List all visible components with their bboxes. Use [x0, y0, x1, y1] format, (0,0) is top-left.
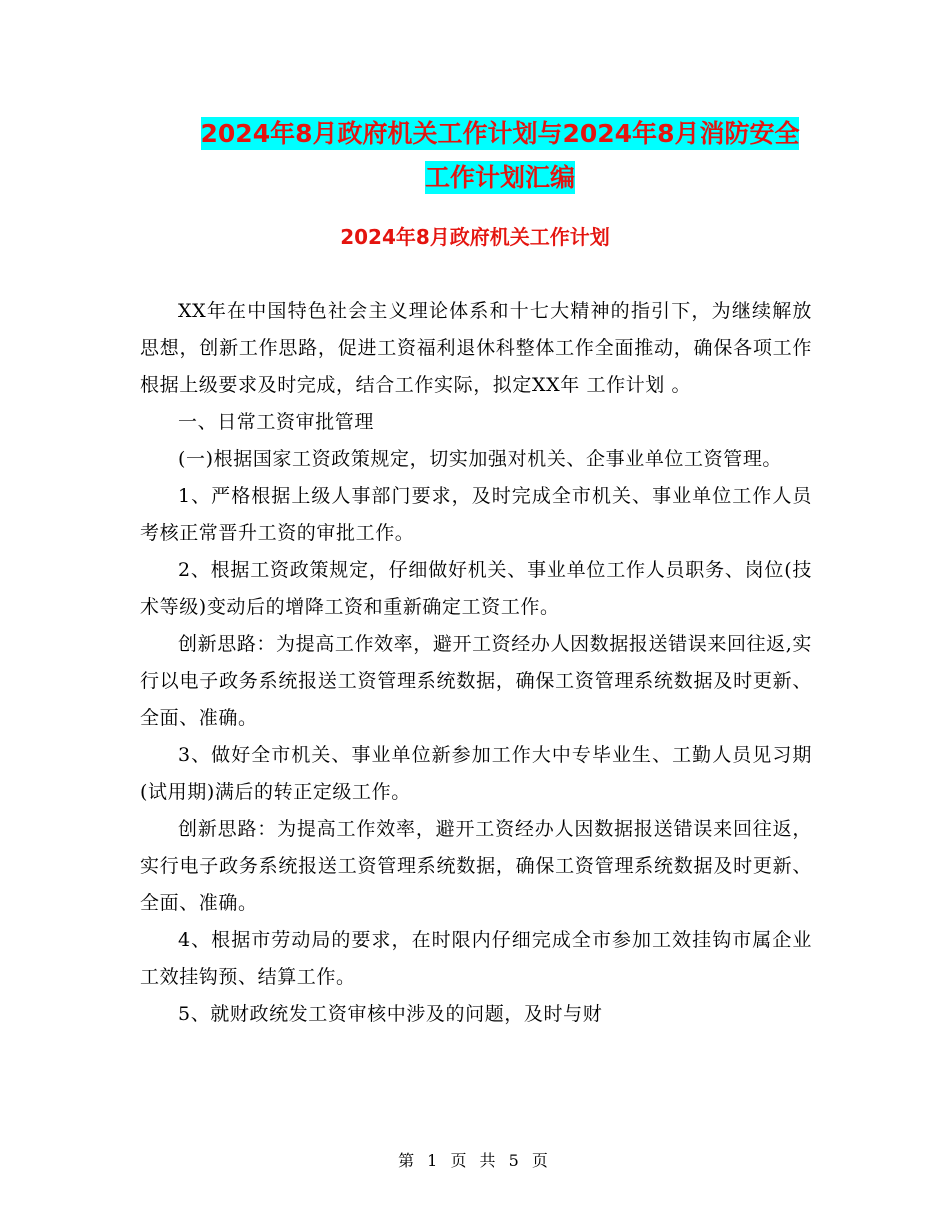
document-title-line-2: 工作计划汇编 — [424, 163, 575, 192]
paragraph: 创新思路：为提高工作效率，避开工资经办人因数据报送错误来回往返，实行电子政务系统报送工资管理系统数据，确保工资管理系统数据及时更新、全面、准确。 — [140, 818, 812, 914]
page-number-footer: 第 1 页 共 5 页 — [398, 1151, 552, 1170]
paragraph: 2、根据工资政策规定，仔细做好机关、事业单位工作人员职务、岗位(技术等级)变动后的增降工资和重新确定工资工作。 — [140, 559, 812, 618]
paragraph: 创新思路：为提高工作效率，避开工资经办人因数据报送错误来回往返,实行以电子政务系统报送工资管理系统数据，确保工资管理系统数据及时更新、全面、准确。 — [140, 633, 812, 729]
paragraph: 5、就财政统发工资审核中涉及的问题，及时与财 — [178, 1003, 603, 1025]
paragraph-intro: XX年在中国特色社会主义理论体系和十七大精神的指引下，为继续解放思想，创新工作思路，促进工资福利退休科整体工作全面推动，确保各项工作根据上级要求及时完成，结合工作实际，拟定XX年 工作计划 。 — [140, 300, 812, 396]
paragraph: 1、严格根据上级人事部门要求，及时完成全市机关、事业单位工作人员考核正常晋升工资的审批工作。 — [140, 485, 812, 544]
paragraph: 3、做好全市机关、事业单位新参加工作大中专毕业生、工勤人员见习期(试用期)满后的转正定级工作。 — [140, 744, 812, 803]
document-title — [150, 112, 850, 200]
paragraph: (一)根据国家工资政策规定，切实加强对机关、企事业单位工资管理。 — [178, 448, 783, 470]
paragraph: 4、根据市劳动局的要求，在时限内仔细完成全市参加工效挂钩市属企业工效挂钩预、结算工作。 — [140, 929, 812, 988]
section-title: 2024年8月政府机关工作计划 — [340, 225, 610, 249]
document-title-line-1: 2024年8月政府机关工作计划与2024年8月消防安全 — [200, 119, 800, 148]
document-body — [140, 293, 812, 1033]
heading-daily-salary-approval: 一、日常工资审批管理 — [178, 411, 375, 433]
